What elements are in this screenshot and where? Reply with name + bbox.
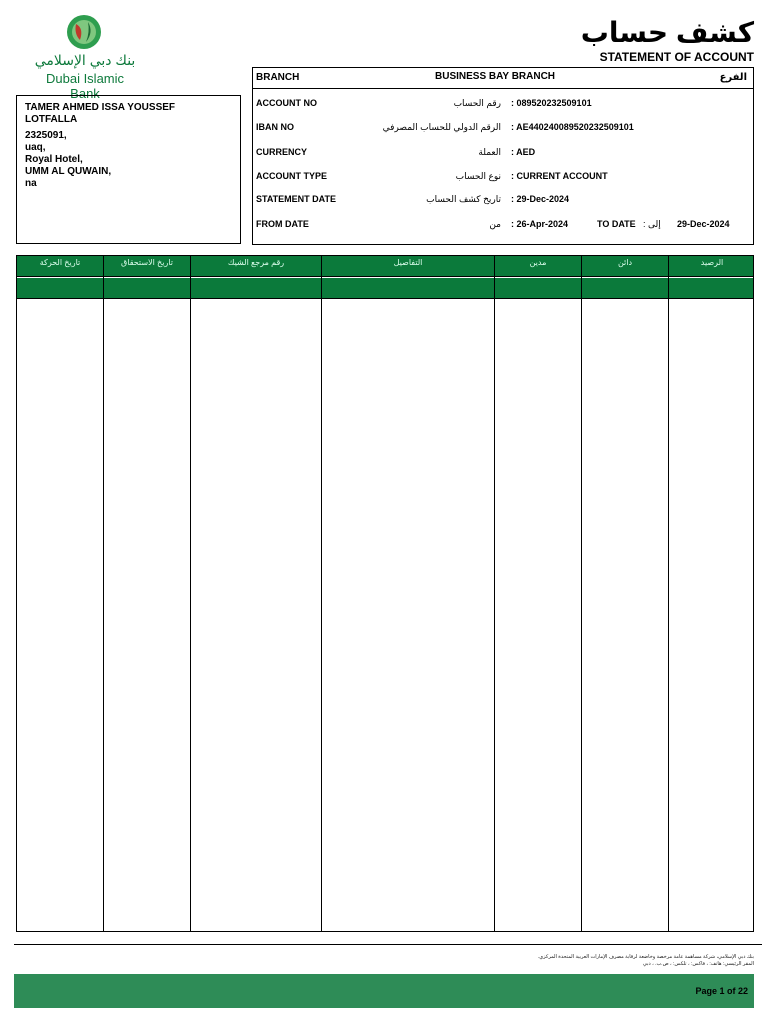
to-date-label-arabic: إلى :	[643, 219, 661, 229]
branch-label-arabic: الفرع	[719, 72, 747, 83]
footer-divider	[14, 944, 762, 945]
info-row-iban: IBAN NO الرقم الدولي للحساب المصرفي : AE440240089520232509101	[256, 122, 634, 132]
statement-title-arabic: كشف حساب	[580, 17, 754, 48]
column-divider	[103, 256, 104, 931]
col-details: التفاصيل	[393, 258, 423, 267]
page-number: Page 1 of 22	[695, 986, 748, 996]
column-divider	[190, 256, 191, 931]
address-line: Royal Hotel,	[25, 154, 83, 165]
address-line: na	[25, 178, 37, 189]
bank-name-arabic: بنك دبي الإسلامي	[34, 52, 136, 68]
table-header	[17, 256, 753, 276]
to-date-label: TO DATE	[597, 219, 636, 229]
column-divider	[668, 256, 669, 931]
transactions-table	[16, 255, 754, 932]
column-divider	[581, 256, 582, 931]
header-divider	[17, 276, 753, 277]
address-line: uaq,	[25, 142, 46, 153]
branch-label: BRANCH	[256, 72, 300, 83]
footer-bar	[14, 974, 754, 1008]
col-value-date: تاريخ الاستحقاق	[121, 258, 173, 267]
address-line: 2325091,	[25, 130, 67, 141]
table-subheader-row	[17, 278, 753, 298]
customer-name: TAMER AHMED ISSA YOUSSEF LOTFALLA	[25, 102, 176, 125]
footer-legal-text: بنك دبي الإسلامي، شركة مساهمة عامة مرخصة وخاضعة لرقابة مصرف الإمارات العربية المتحدة المركزي.	[537, 954, 754, 960]
col-cheque-ref: رقم مرجع الشيك	[227, 258, 285, 267]
to-date-value: 29-Dec-2024	[677, 219, 730, 229]
customer-address-box	[16, 95, 241, 244]
info-row-from-date: FROM DATE من : 26-Apr-2024 TO DATE إلى : 29-Dec-2024	[256, 219, 730, 229]
account-info-box	[252, 67, 754, 245]
bank-name-english: Dubai Islamic Bank	[45, 71, 125, 101]
column-divider	[494, 256, 495, 931]
branch-row	[253, 68, 753, 89]
col-balance: الرصيد	[700, 258, 724, 267]
address-line: UMM AL QUWAIN,	[25, 166, 112, 177]
col-debit: مدين	[529, 258, 547, 267]
info-row-account-type: ACCOUNT TYPE نوع الحساب : CURRENT ACCOUNT	[256, 171, 608, 181]
statement-title-english: STATEMENT OF ACCOUNT	[599, 50, 754, 64]
col-transaction-date: تاريخ الحركة	[39, 258, 81, 267]
column-divider	[321, 256, 322, 931]
info-row-statement-date: STATEMENT DATE تاريخ كشف الحساب : 29-Dec-2024	[256, 194, 570, 204]
info-row-account-no: ACCOUNT NO رقم الحساب : 089520232509101	[256, 98, 592, 108]
header-divider	[17, 298, 753, 299]
col-credit: دائن	[617, 258, 633, 267]
footer-address-text: المقر الرئيسي: هاتف: ، فاكس: ، تلكس: ، ص.ب. ، دبي	[642, 961, 754, 967]
branch-value: BUSINESS BAY BRANCH	[435, 71, 556, 82]
info-row-currency: CURRENCY العملة : AED	[256, 147, 536, 157]
bank-logo-icon	[66, 14, 102, 50]
